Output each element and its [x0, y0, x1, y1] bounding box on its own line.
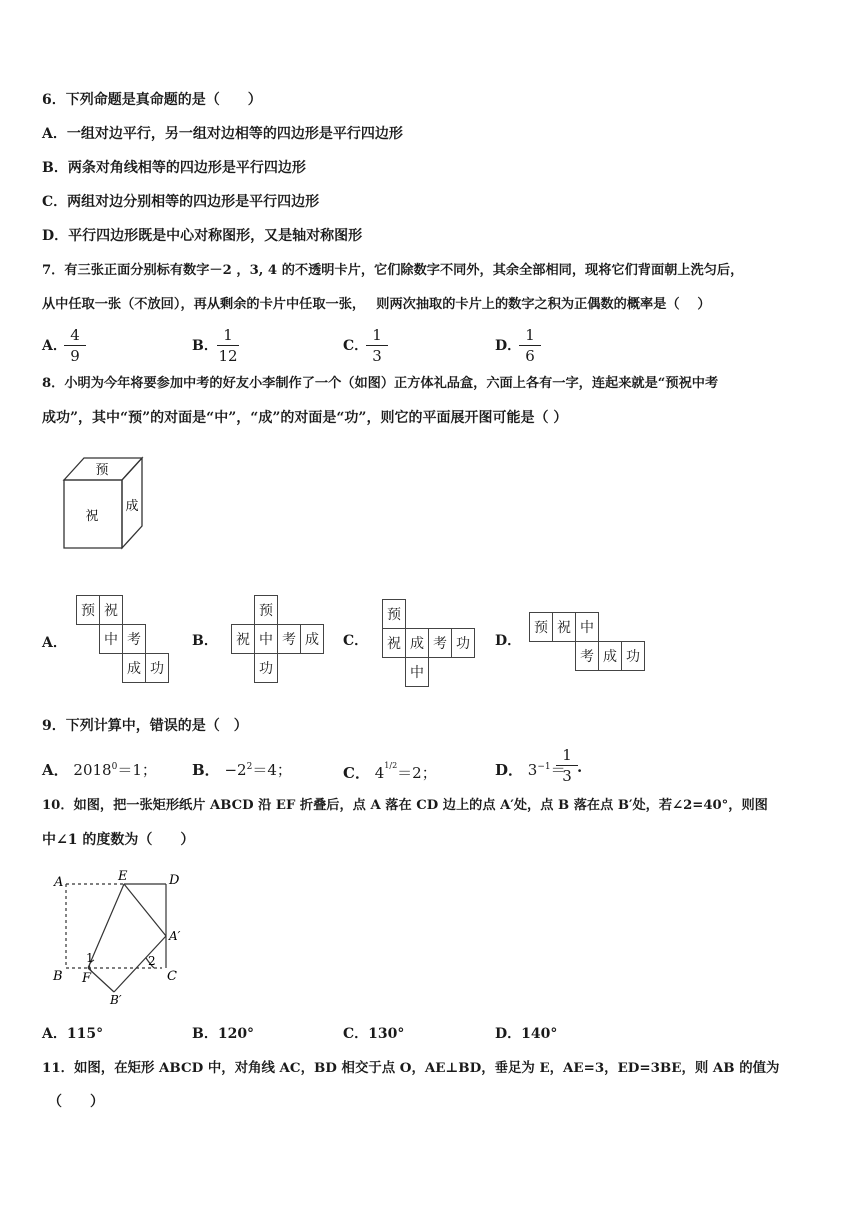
- net-cell: 预: [383, 600, 406, 629]
- q6-stem: 6．下列命题是真命题的是（ ）: [42, 92, 262, 108]
- net-cell: 中: [255, 625, 278, 654]
- q7-option-d-label: D．: [495, 338, 522, 354]
- q10-fold-figure: [50, 864, 190, 1006]
- net-cell: 预: [530, 613, 553, 642]
- net-cell: 中: [100, 625, 123, 654]
- q10-option-a: A．115°: [42, 1026, 104, 1042]
- q9-option-d-end: .: [577, 758, 583, 776]
- q9-option-d: D． $3^{-1}=$: [495, 761, 566, 779]
- q10-option-d: D．140°: [495, 1026, 558, 1042]
- label-B-prime: B′: [110, 993, 122, 1006]
- net-cell: 中: [576, 613, 599, 642]
- net-cell: 成: [599, 642, 622, 671]
- q7-option-b-fraction: 1 12: [218, 326, 238, 365]
- net-cell: 考: [576, 642, 599, 671]
- q7-option-a-label: A．: [42, 338, 67, 354]
- net-cell: 成: [301, 625, 324, 654]
- net-cell: 功: [622, 642, 645, 671]
- q7-option-a-fraction: 4 9: [64, 326, 86, 365]
- label-A: A: [54, 875, 64, 890]
- net-cell: 祝: [383, 629, 406, 658]
- net-cell: 预: [255, 596, 278, 625]
- q10-option-c: C．130°: [343, 1026, 405, 1042]
- net-cell: 功: [146, 654, 169, 683]
- q7-option-d-fraction: 1 6: [519, 326, 541, 365]
- q8-option-a-label: A．: [42, 635, 67, 651]
- net-cell: 考: [278, 625, 301, 654]
- q9-option-b: B． $-2^2=4$；: [192, 761, 292, 779]
- q11-stem-line2: （ ）: [48, 1094, 104, 1110]
- cube-top-char: 预: [95, 463, 109, 478]
- q8-option-b-label: B．: [192, 633, 218, 649]
- q9-stem: 9．下列计算中，错误的是（ ）: [42, 718, 248, 734]
- cube-front-char: 祝: [85, 509, 99, 524]
- net-cell: 祝: [100, 596, 123, 625]
- q6-option-d: D．平行四边形既是中心对称图形，又是轴对称图形: [42, 228, 363, 244]
- q8-net-b: [231, 595, 324, 683]
- q11-stem-line1: 11．如图，在矩形 ABCD 中，对角线 AC，BD 相交于点 O，AE⊥BD，垂足为 E，AE=3，ED=3BE，则 AB 的值为: [42, 1060, 780, 1076]
- q8-stem-line2: 成功”，其中“预”的对面是“中”，“成”的对面是“功”，则它的平面展开图可能是（ ）: [42, 410, 568, 426]
- q8-stem-line1: 8．小明为今年将要参加中考的好友小李制作了一个（如图）正方体礼品盒，六面上各有一字，连起来就是“预祝中考: [42, 376, 719, 391]
- q10-stem-line1: 10．如图，把一张矩形纸片 ABCD 沿 EF 折叠后，点 A 落在 CD 边上的点 A′处，点 B 落在点 B′处，若∠2=40°，则图: [42, 798, 768, 813]
- q6-option-b: B．两条对角线相等的四边形是平行四边形: [42, 160, 306, 176]
- q9-option-c: C． $4^{1/2}=2$；: [343, 761, 437, 782]
- angle-2-label: 2: [148, 954, 156, 968]
- q8-net-a: [76, 595, 169, 683]
- q7-option-c-label: C．: [343, 338, 369, 354]
- q7-stem-line2: 从中任取一张（不放回），再从剩余的卡片中任取一张， 则两次抽取的卡片上的数字之积为正偶数的概率是（ ）: [42, 297, 711, 312]
- cube-right-char: 成: [125, 499, 139, 514]
- label-D: D: [169, 873, 180, 888]
- label-A-prime: A′: [169, 929, 181, 943]
- q8-option-d-label: D．: [495, 633, 522, 649]
- q6-option-a: A．一组对边平行，另一组对边相等的四边形是平行四边形: [42, 126, 403, 142]
- q8-cube-figure: [58, 452, 150, 552]
- label-F: F: [82, 971, 92, 986]
- net-cell: 预: [77, 596, 100, 625]
- net-cell: 成: [123, 654, 146, 683]
- q6-option-c: C．两组对边分别相等的四边形是平行四边形: [42, 194, 320, 210]
- q8-net-d: [529, 612, 645, 671]
- net-cell: 考: [429, 629, 452, 658]
- q9-option-d-fraction: 1 3: [556, 746, 578, 785]
- net-cell: 功: [452, 629, 475, 658]
- angle-1-label: 1: [86, 951, 94, 965]
- q10-stem-line2: 中∠1 的度数为（ ）: [42, 832, 195, 848]
- net-cell: 成: [406, 629, 429, 658]
- q7-stem-line1: 7．有三张正面分别标有数字－2 ，3, 4 的不透明卡片，它们除数字不同外，其余全部相同，现将它们背面朝上洗匀后，: [42, 263, 744, 278]
- label-B: B: [53, 969, 63, 984]
- net-cell: 祝: [232, 625, 255, 654]
- label-E: E: [118, 869, 128, 884]
- net-cell: 祝: [553, 613, 576, 642]
- q9-option-a: A． $2018^0=1$；: [42, 761, 157, 779]
- q7-option-b-label: B．: [192, 338, 218, 354]
- label-C: C: [167, 969, 177, 984]
- net-cell: 功: [255, 654, 278, 683]
- net-cell: 中: [406, 658, 429, 687]
- q8-option-c-label: C．: [343, 633, 369, 649]
- net-cell: 考: [123, 625, 146, 654]
- q7-option-c-fraction: 1 3: [366, 326, 388, 365]
- q10-option-b: B．120°: [192, 1026, 255, 1042]
- q8-net-c: [382, 599, 475, 687]
